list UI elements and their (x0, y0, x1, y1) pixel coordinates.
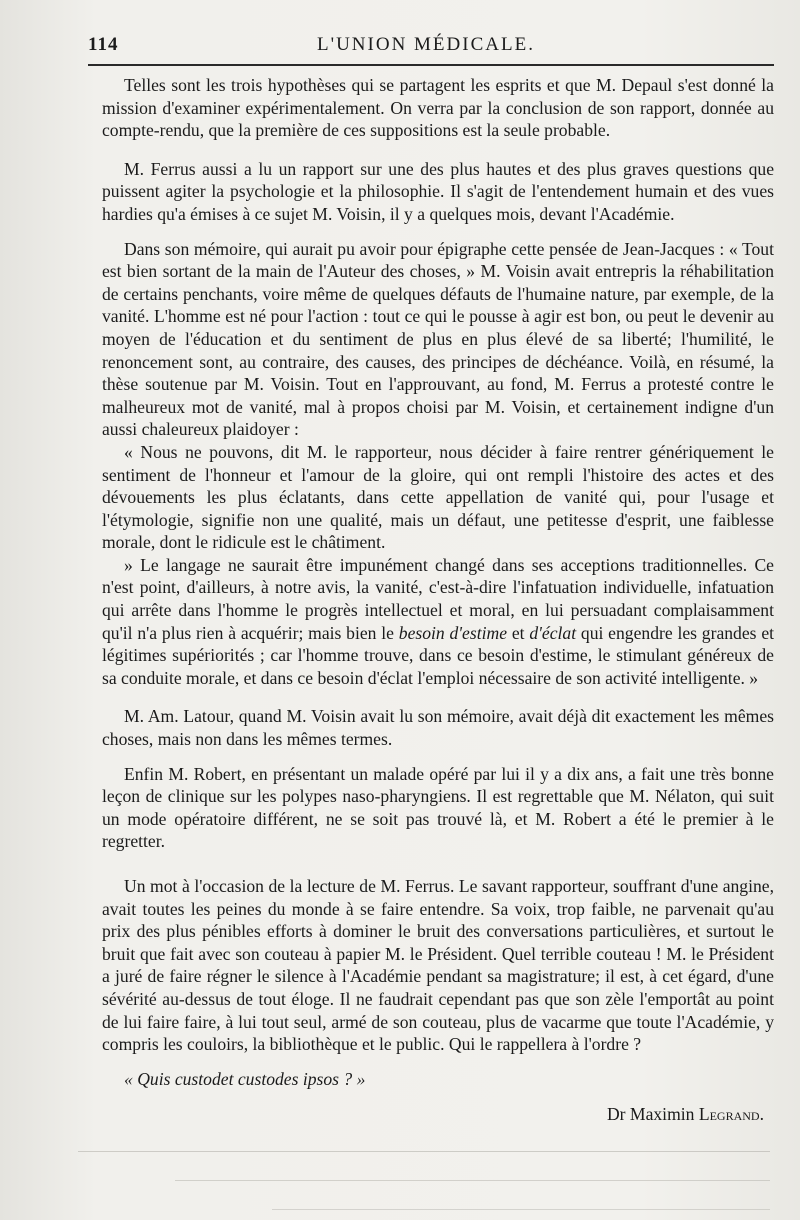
quote-emphasis-estime: besoin d'estime (398, 622, 508, 643)
header-rule (88, 64, 774, 66)
quote-emphasis-eclat: d'éclat (529, 622, 577, 643)
paragraph-couteau: Un mot à l'occasion de la lecture de M. Ferrus. Le savant rapporteur, souffrant d'une angine, avait toutes les peines du monde à se faire entendre. Sa voix, trop faible, ne parvenait qu'au prix des plus pénibles efforts à dominer le bruit des conversations particulières, et surtout le bruit que fait avec son couteau à papier M. le Président. Quel terrible couteau ! M. le Président a juré de faire régner le silence à l'Académie pendant sa magistrature; il est, à cet égard, d'une sévérité au-dessus de tout éloge. Il ne faudrait cependant pas que son zèle l'emportât au point de lui faire faire, à lui tout seul, armé de son couteau, plus de vacarme que toute l'Académie, y compris les couloirs, la bibliothèque et le public. Qui le rappellera à l'ordre ? (102, 876, 774, 1055)
signature-prefix: Dr Maximin (606, 1104, 699, 1125)
paragraph-robert: Enfin M. Robert, en présentant un malade opéré par lui il y a dix ans, a fait une très bonne leçon de clinique sur les polypes naso-pharyngiens. Il est regrettable que M. Nélaton, qui suit un mode opératoire différent, ne se soit pas trouvé là, et M. Robert a été le premier à le regretter. (102, 763, 774, 852)
signature (78, 1104, 774, 1125)
paragraph-ferrus-report: M. Ferrus aussi a lu un rapport sur une des plus hautes et des plus graves questions que puissent agiter la psychologie et la philosophie. Il s'agit de l'entendement humain et des vues hardies qu'a émises à ce sujet M. Voisin, il y a quelques mois, devant l'Académie. (102, 158, 774, 224)
journal-title: L'UNION MÉDICALE. (317, 34, 535, 55)
quote-part-1: » Le langage ne saurait être impunément changé dans ses acceptions traditionnelles. Ce n'est point, d'ailleurs, à notre avis, la vanité, c'est-à-dire l'infatuation individuelle, infatuation qui arrête dans l'homme le progrès intellectuel et moral, en lui persuadant complaisamment qu'il n'a plus rien à acquérir; mais bien le (102, 554, 774, 643)
quote-conjunction: et (507, 622, 530, 643)
paragraph-voisin-memoire: Dans son mémoire, qui aurait pu avoir pour épigraphe cette pensée de Jean-Jacques : « Tout est bien sortant de la main de l'Auteur des choses, » M. Voisin avait entrepris la réhabilitation de certains penchants, voire même de quelques défauts de l'humaine nature, par exemple, de la vanité. L'homme est né pour l'action : tout ce qui le pousse à agir est bon, ou peut le devenir au moyen de l'éducation et du sentiment de plus en plus élevé de sa liberté; l'humilité, le renoncement sont, au contraire, des causes, des principes de déchéance. Voilà, en résumé, la thèse soutenue par M. Voisin. Tout en l'approuvant, au fond, M. Ferrus a protesté contre le malheureux mot de vanité, mal à propos choisi par M. Voisin, et certainement indigne d'un aussi chaleureux plaidoyer : (102, 238, 774, 440)
page-number: 114 (88, 34, 119, 55)
signature-name: Legrand. (698, 1104, 764, 1125)
latin-quote: « Quis custodet custodes ipsos ? » (124, 1068, 366, 1089)
article-body (102, 74, 774, 1090)
show-through-texture (78, 1133, 770, 1210)
paragraph-rapporteur-quote: « Nous ne pouvons, dit M. le rapporteur, nous décider à faire rentrer génériquement le sentiment de l'honneur et l'amour de la gloire, qui ont rempli l'histoire des actes et des dévouements les plus éclatants, dans cette appellation de vanité qui, pour l'usage et l'étymologie, signifie non une qualité, mais un défaut, une petitesse d'esprit, une faiblesse morale, dont le ridicule est le châtiment. (102, 441, 774, 553)
paragraph-latour: M. Am. Latour, quand M. Voisin avait lu son mémoire, avait déjà dit exactement les mêmes choses, mais non dans les mêmes termes. (102, 706, 774, 750)
paragraph-hypotheses: Telles sont les trois hypothèses qui se partagent les esprits et que M. Depaul s'est donné la mission d'examiner expérimentalement. On verra par la conclusion de son rapport, donnée au compte-rendu, que la première de ces suppositions est la seule probable. (102, 75, 774, 141)
running-head (78, 28, 774, 62)
quote-part-2: qui engendre les grandes et légitimes supériorités ; car l'homme trouve, dans ce besoin d'estime, le stimulant généreux de sa conduite morale, et dans ce besoin d'éclat l'emploi nécessaire de son activité intelligente. » (102, 622, 775, 688)
paragraph-langage (102, 554, 774, 690)
